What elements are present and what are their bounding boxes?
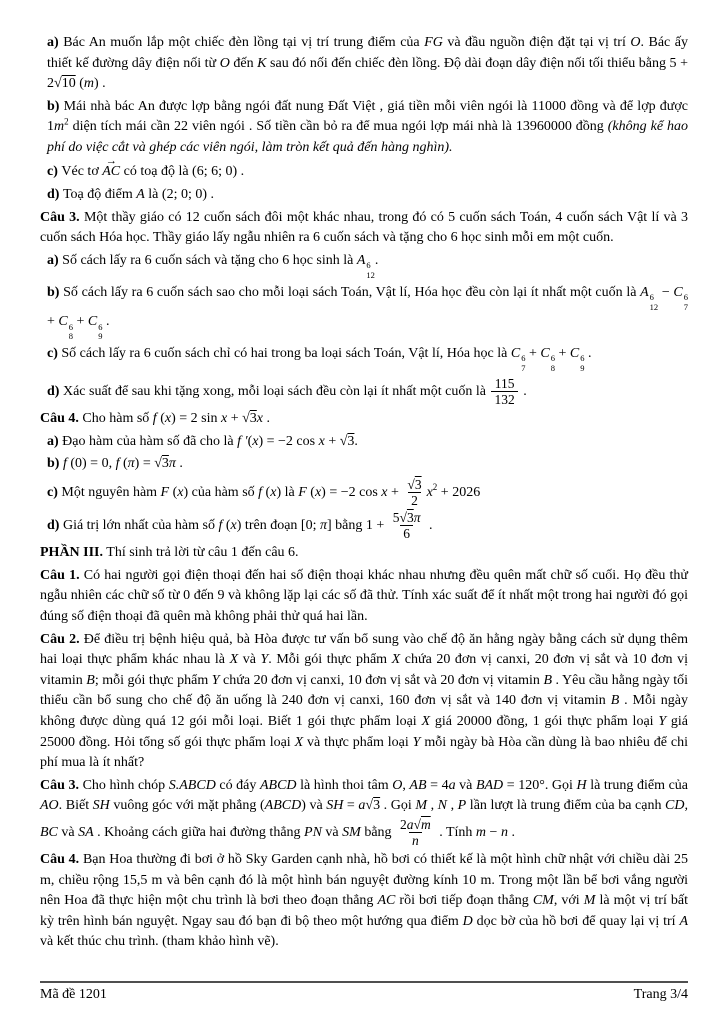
subscript: 12 [366,269,375,280]
text-run: n [411,832,419,848]
text-run: . [425,517,433,533]
math-symbol [640,284,659,312]
radicand: 3 [406,510,414,526]
text-run: f [218,517,223,533]
q3-statement-b [40,283,688,343]
text-run: SA [78,824,94,840]
text-run: Câu 1. [40,567,80,583]
text-run: là [144,187,162,203]
text-run: f ′ [237,433,248,449]
text-run: giá 20000 đồng, 1 gói thực phẩm loại [430,713,659,729]
question-4-function [40,409,688,430]
text-run: a [448,777,456,793]
text-run: ( [169,484,178,500]
text-run: Bạn Hoa thường đi bơi ở hồ Sky Garden cạnh nhà, hồ bơi có thiết kế là một hình chữ nhật với chiều dài 25 m, chiều rộng 15,5 m và bên cạnh đó là một hình bán nguyệt đường kính 10 m. Trong một lần bể bơi vắng người nên Hoa đã thực hiện một chu trình là bơi theo đoạn thẳng [40,852,688,909]
text-run: P [457,798,467,814]
text-run: (2; 0; 0) [161,187,208,203]
text-run: π [168,456,176,472]
text-run: d) [47,187,63,203]
text-run: F [298,484,307,500]
text-run: ) . [93,76,106,92]
text-run: . [354,433,358,449]
text-run: , [427,798,438,814]
text-run: và [321,824,343,840]
text-run: và [238,652,261,668]
text-run: − [486,824,501,840]
symbol-base: C [673,284,683,300]
text-run: Y [658,713,667,729]
square-root [54,76,76,91]
text-run: 132 [494,392,515,408]
text-run: . Khoảng cách giữa hai đường thẳng [93,824,305,840]
text-run: x [426,484,433,500]
text-run: Số cách lấy ra 6 cuốn sách và tặng cho 6 học sinh là [62,252,357,268]
text-run: , với [553,893,584,909]
text-run: ( [262,484,271,500]
fraction [390,510,424,541]
text-run: Giá trị lớn nhất của hàm số [62,517,219,533]
text-run: bằng [360,824,396,840]
text-run: Bác An muốn lắp một chiếc đèn lồng tại vị trí trung điểm của [63,35,425,50]
square-root [414,817,431,832]
sup-sub-stack [684,293,688,313]
superscript: 6 [366,260,371,271]
text-run: giá 25000 đồng. Hỏi tổng số gói thực phẩm loại [40,713,689,750]
math-symbol [356,252,375,280]
text-run: ) của hàm số [183,484,259,500]
text-run: . Mỗi ngày không được dùng quá 12 gói mỗi loại. Biết 1 gói thực phẩm loại [40,693,688,729]
text-run: ( [306,484,315,500]
text-run: . [507,824,515,840]
text-run: B [86,672,95,688]
text-run: c) [47,484,62,500]
text-run: và thực phẩm loại [303,734,413,750]
text-run: ( [247,433,253,449]
text-run: [0; [300,517,320,533]
text-run: 6 [403,526,410,542]
math-symbol [673,284,688,312]
text-run: Y [412,734,421,750]
text-run: chứa 20 đơn vị canxi, 10 đơn vị sắt và 20 đơn vị vitamin [219,672,544,688]
text-run: Câu 2. [40,631,80,647]
q3-statement-a [40,251,688,281]
text-run: Y [260,652,269,668]
text-run: + [525,346,541,362]
text-run: K [257,55,267,71]
text-run: chứa 20 đơn vị canxi, 20 đơn vị sắt và 10 đơn vị vitamin [40,652,689,688]
text-run: + [324,433,340,449]
subscript: 7 [683,301,688,312]
superscript: 6 [649,291,654,302]
text-run: , [402,777,410,793]
text-run: π [413,510,421,526]
text-run: ) trên đoạn [236,517,301,533]
text-run: ] bằng 1 + [327,517,388,533]
text-run: Câu 4. [40,411,79,427]
text-run: đến [229,55,258,71]
symbol-base: A [356,252,366,268]
text-run: có toạ độ là [120,164,193,180]
text-run: ; mỗi gói thực phẩm [94,672,212,688]
document-content [40,33,688,955]
page-footer [40,981,688,1003]
text-run: ( [156,411,165,427]
square-root [365,798,380,813]
text-run: PHẦN III. [40,545,104,561]
superscript: 2 [64,116,69,127]
text-run: , [447,798,458,814]
text-run: Câu 3. [40,209,80,225]
q4-statement-a [40,432,688,453]
text-run: X [294,734,304,750]
text-run: và [57,824,79,840]
statement-a-lantern [40,33,688,95]
symbol-base: C [58,314,68,330]
text-run: SH [326,798,344,814]
square-root [154,456,169,471]
text-run: x [230,517,237,533]
superscript: 6 [521,353,526,364]
text-run: f [62,456,67,472]
superscript: 6 [550,353,555,364]
text-run: x [381,484,388,500]
text-run: n [500,824,508,840]
radical-sign: √ [399,510,407,526]
q4-statement-c [40,477,688,508]
text-run: Một thầy giáo có 12 cuốn sách đôi một khác nhau, trong đó có 5 cuốn sách Toán, 4 cuốn sách Vật lí và 3 cuốn sách Hóa học. Thầy giáo lấy ngẫu nhiên ra 6 cuốn sách và tặng cho 6 học sinh mỗi em một cuốn. [40,209,688,246]
text-run: Có hai người gọi điện thoại đến hai số điện thoại khác nhau nhưng đều quên mất chữ số cuối. Họ đều thử ngẫu nhiên các chữ số từ 0 đến 9 và không lặp lại các số đã thử. Tính xác suất để ít nhất một trong hai người đó gọi đúng số điện thoại đã quên mà không phải thử quá hai lần. [40,567,688,625]
text-run: A [679,913,688,929]
part3-question-2 [40,630,688,774]
text-run: B [610,693,620,709]
text-run: Một nguyên hàm [61,484,161,500]
text-run: BAD [475,777,504,793]
text-run: m [54,119,65,135]
text-run: D [462,913,473,929]
page-number-label: Trang 3/4 [633,987,688,1002]
text-run: và [455,777,476,793]
text-run: f [152,411,157,427]
question-3-books [40,208,688,249]
radicand: 10 [61,76,76,92]
text-run: . Gọi [380,798,416,814]
subscript: 8 [68,331,73,342]
text-run: . [519,383,527,399]
text-run: O [392,777,403,793]
radicand: 3 [249,411,257,427]
subscript: 9 [580,363,585,374]
text-run: Cho hình chóp [78,777,169,793]
math-symbol [569,346,585,374]
text-run: a) [47,433,63,449]
text-run: a [358,798,366,814]
text-run: m [475,824,487,840]
text-run: ) = −2 cos [321,484,382,500]
text-run: f [258,484,263,500]
part3-question-1 [40,566,688,628]
text-run: Câu 3. [40,777,79,793]
fraction [404,477,424,508]
text-run: (không kể hao phí do việc cắt và ghép các viên ngói, làm tròn kết quả đến hàng nghìn). [47,119,689,155]
fraction [491,376,517,407]
text-run: π [127,456,135,472]
text-run: Câu 4. [40,852,80,868]
symbol-base: C [87,314,98,330]
text-run: b) [47,98,64,114]
text-run: 5 [392,510,400,526]
math-symbol [58,314,73,342]
text-run: Xác suất để sau khi tặng xong, mỗi loại sách đều còn lại ít nhất một cuốn là [62,383,490,399]
symbol-base: C [569,346,580,362]
radicand: m [420,816,431,832]
text-run: . [374,252,379,268]
text-run: c) [47,164,62,180]
text-run: Thí sinh trả lời từ câu 1 đến câu 6. [103,545,299,561]
text-run: FG [424,35,443,50]
text-run: + [47,314,59,330]
radicand: 3 [161,456,169,472]
text-run: ( [75,76,84,92]
subscript: 12 [649,301,659,312]
superscript: 6 [68,321,73,332]
text-run: SH [92,798,110,814]
text-run: Đạo hàm của hàm số đã cho là [62,433,238,449]
text-run: và đầu nguồn điện đặt tại vị trí [442,35,631,50]
radical-sign: √ [242,411,250,427]
text-run: 2 [411,492,418,508]
text-run: X [391,652,401,668]
text-run: 115 [494,375,515,391]
q3-statement-c [40,344,688,374]
part3-question-4 [40,850,688,953]
math-symbol [87,314,103,342]
text-run: A [136,187,145,203]
text-run: (0) = 0, [66,456,116,472]
text-run: x [252,433,259,449]
text-run: là hình thoi tâm [296,777,393,793]
text-run: Số cách lấy ra 6 cuốn sách chỉ có hai trong ba loại sách Toán, Vật lí, Hóa học là [61,346,511,362]
q4-statement-b [40,454,688,475]
text-run: Toạ độ điểm [62,187,137,203]
text-run: − [658,284,674,300]
fraction-denominator [408,492,421,508]
text-run: Để điều trị bệnh hiệu quả, bà Hòa được tư vấn bổ sung vào chế độ ăn hằng ngày bằng cách sử dụng thêm hai loại thực phẩm khác nhau là [40,631,688,668]
text-run: x [270,484,277,500]
text-run: x [177,484,184,500]
text-run: x [256,411,264,427]
text-run: F [160,484,170,500]
square-root [242,411,257,426]
text-run: ABCD [259,777,297,793]
text-run: M [415,798,428,814]
text-run: N [437,798,448,814]
symbol-base: C [540,346,550,362]
text-run: ) là [276,484,299,500]
q3-statement-d [40,376,688,407]
text-run: M [583,893,596,909]
text-run: S.ABCD [168,777,216,793]
subscript: 7 [521,363,526,374]
q4-statement-d [40,510,688,541]
subscript: 8 [550,363,555,374]
statement-d-point [40,185,688,206]
text-run: x [164,411,172,427]
text-run: ) và [301,798,327,814]
square-root [340,434,355,449]
text-run: dọc bờ của hồ bơi để quay lại vị trí [472,913,680,929]
text-run: . [207,187,215,203]
text-run: Véc tơ [61,164,103,180]
text-run: . [175,456,183,472]
vector-symbol: → AC [102,162,120,183]
text-run: . [263,411,271,427]
text-run: x [318,433,325,449]
fraction [397,817,434,848]
radicand: 3 [347,433,355,449]
text-run: . Tính [435,824,476,840]
text-run: O [630,35,641,50]
text-run: b) [47,456,63,472]
sup-sub-stack [366,261,375,281]
superscript: 6 [683,291,688,302]
part-iii-heading [40,543,688,564]
text-run: ) = [134,456,155,472]
subscript: 9 [98,331,103,342]
fraction-numerator [404,477,424,492]
text-run: a) [47,35,64,50]
text-run: lần lượt là trung điểm của ba cạnh [466,798,666,814]
fraction-denominator [409,832,422,848]
text-run: + [387,484,403,500]
radical-sign: √ [413,816,421,832]
text-run: vuông góc với mặt phẳng ( [109,798,265,814]
text-run: (6; 6; 0) [192,164,238,180]
text-run: AC [377,893,396,909]
text-run: B [543,672,552,688]
text-run: b) [47,284,64,300]
text-run: 2 [400,816,407,832]
fraction-numerator [390,510,424,525]
statement-b-roof-tiles [40,97,688,159]
square-root [400,510,414,525]
math-symbol [510,346,526,374]
text-run: . Bác ấy thiết kế đường dây điện nối từ [47,35,689,71]
part3-question-3 [40,776,688,848]
text-run: diện tích mái cần 22 viên ngói . Số tiền cần bỏ ra để mua ngói lợp mái nhà là 13960000 đồng [68,119,608,135]
sup-sub-stack [650,293,659,313]
radical-sign: √ [154,456,162,472]
fraction-numerator [492,376,518,391]
text-run: a [406,816,414,832]
radical-sign: √ [365,798,374,814]
text-run: 5 + 2 [47,55,688,92]
text-run: a) [47,252,63,268]
text-run: c) [47,346,62,362]
superscript: 6 [580,353,585,364]
text-run: ) = 2 sin [171,411,221,427]
text-run: . Yêu cầu hằng ngày tối thiểu cần bổ sung cho chế độ ăn uống là 240 đơn vị canxi, 160 đơn vị sắt và 140 đơn vị vitamin [40,672,688,709]
text-run: = 120°. Gọi [503,777,577,793]
text-run: x [220,411,228,427]
text-run: AB [409,777,427,793]
text-run: X [421,713,431,729]
text-run: m [83,76,94,92]
text-run: Mái nhà bác An được lợp bằng ngói đất nung Đất Việt , giá tiền mỗi viên ngói là 11000 đồng và để lợp được 1 [47,98,689,135]
text-run: d) [47,517,63,533]
text-run: rồi bơi tiếp đoạn thẳng [395,893,533,909]
text-run: O [219,55,230,71]
text-run: PN [304,824,322,840]
text-run: π [319,517,327,533]
text-run: = [343,798,359,814]
exam-code-label: Mã đề 1201 [40,987,107,1002]
text-run: . [584,346,592,362]
text-run: Số cách lấy ra 6 cuốn sách sao cho mỗi loại sách Toán, Vật lí, Hóa học đều còn lại ít nhất một cuốn là [63,284,641,300]
text-run: ) = −2 cos [258,433,319,449]
text-run: H [576,777,587,793]
text-run: X [229,652,239,668]
superscript: 6 [98,321,103,332]
text-run: CM [532,893,554,909]
text-run: CD, BC [40,798,688,840]
text-run: + [227,411,243,427]
square-root [407,477,421,492]
text-run: x [314,484,322,500]
radicand: 3 [414,476,422,492]
text-run: + 2026 [437,484,481,500]
symbol-base: C [510,346,521,362]
statement-c-vector [40,160,688,183]
text-run: + [554,346,570,362]
text-run: . [102,314,110,330]
text-run: + [73,314,88,330]
text-run: có đáy [215,777,260,793]
text-run: SM [342,824,361,840]
text-run: ( [119,456,128,472]
symbol-base: A [640,284,649,300]
text-run: . Biết [58,798,93,814]
text-run: ( [222,517,231,533]
text-run: f [115,456,120,472]
radical-sign: √ [54,76,62,92]
radicand: 3 [373,798,381,814]
superscript: 2 [432,482,438,493]
text-run: . Mỗi gói thực phẩm [268,652,392,668]
text-run: sau đó nối đến chiếc đèn lồng. Độ dài đoạn dây điện nối tối thiểu bằng [266,55,670,71]
text-run: . [237,164,245,180]
fraction-denominator [400,525,413,541]
fraction-denominator [491,391,517,407]
text-run: và kết thúc chu trình. (tham khảo hình vẽ). [40,934,279,950]
text-run: là trung điểm của [586,777,688,793]
text-run: ABCD [264,798,302,814]
radical-sign: √ [339,433,348,449]
text-run: = 4 [426,777,449,793]
text-run: mỗi ngày bà Hòa cần dùng là bao nhiêu để chi phí mua là ít nhất? [40,734,688,771]
text-run: AO [40,798,59,814]
text-run: Cho hàm số [78,411,153,427]
text-run: d) [47,383,63,399]
radical-sign: √ [407,476,415,492]
text-run: Y [211,672,220,688]
fraction-numerator [397,817,434,832]
text-run: là một vị trí bất kỳ trên hình bán nguyệt. Ngay sau đó bạn đi bộ theo một hướng qua điểm [40,893,688,929]
math-symbol [540,346,555,374]
